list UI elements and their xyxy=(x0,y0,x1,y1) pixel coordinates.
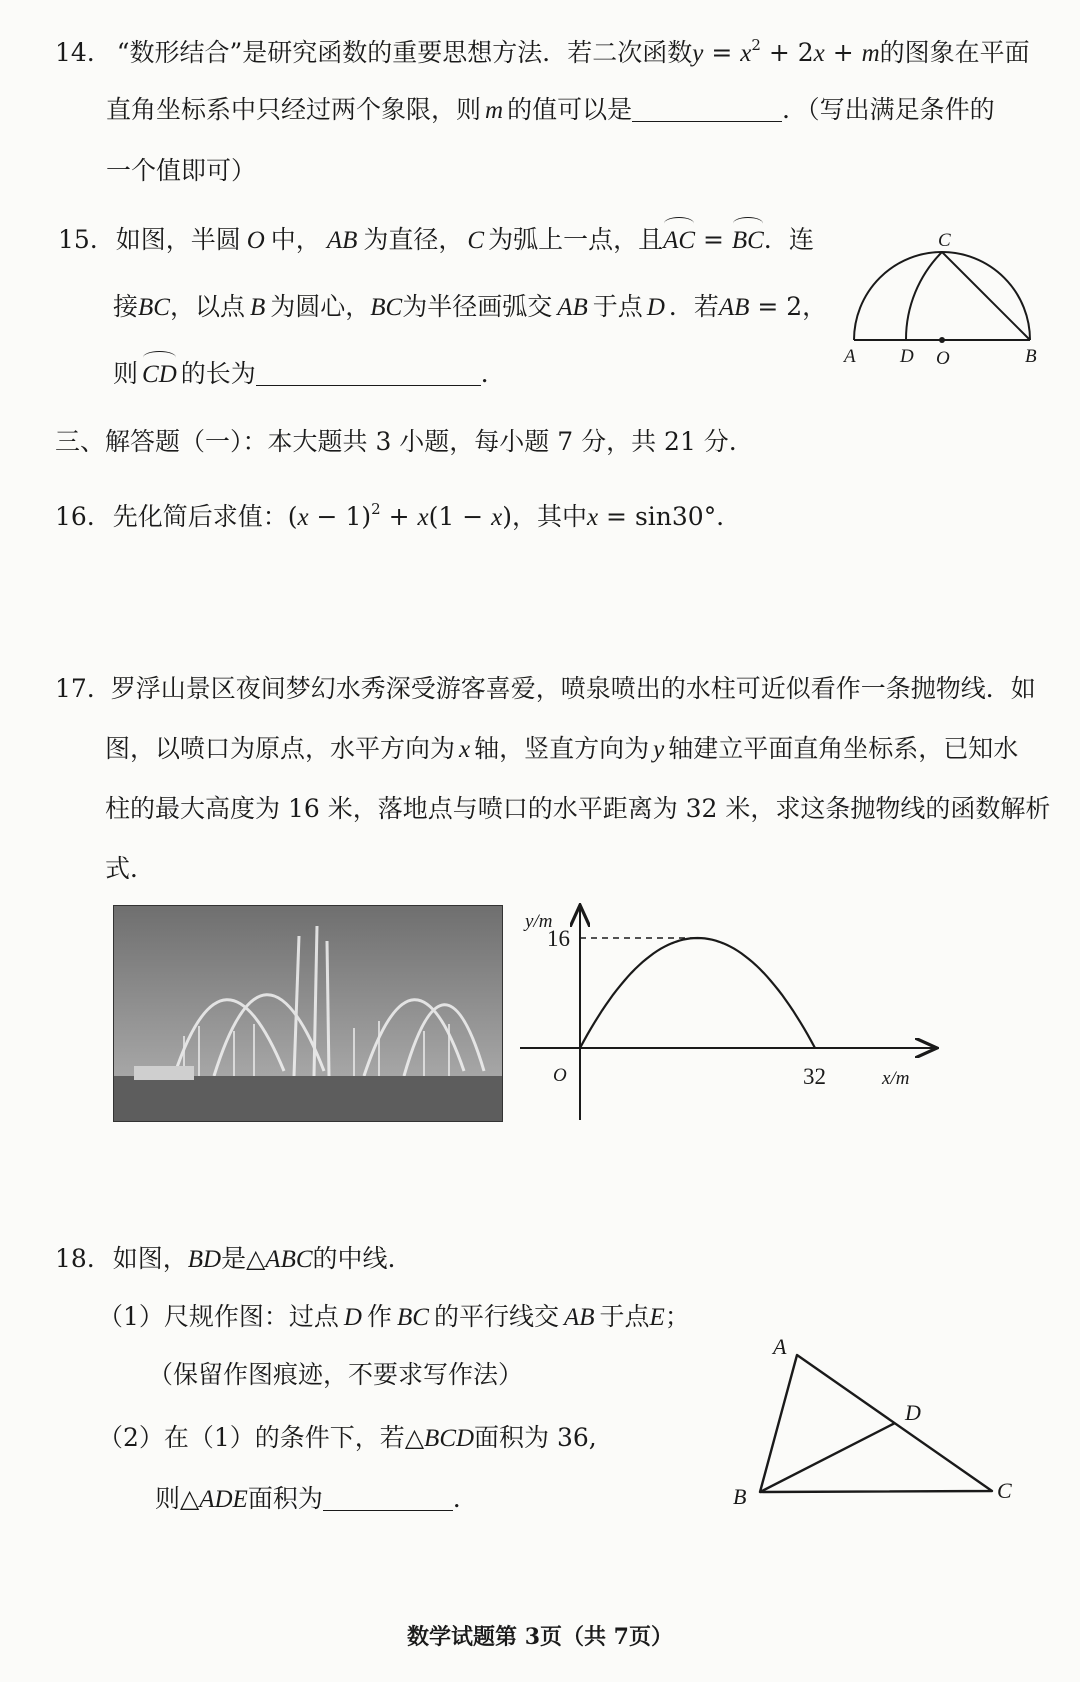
q15-l2-d: 为半径画弧交 xyxy=(402,292,553,321)
q18-l1-c: 的中线. xyxy=(312,1244,396,1273)
q15-l1-O: O xyxy=(246,227,265,254)
fig18-label-B: B xyxy=(733,1484,747,1509)
q17-l2-a: 图，以喷口为原点，水平方向为 xyxy=(105,734,456,763)
fig15-label-O: O xyxy=(936,348,950,369)
q14-line2-a: 直角坐标系中只经过两个象限，则 xyxy=(106,95,482,124)
q16-x4: x xyxy=(587,504,599,531)
q16-b: ，其中 xyxy=(511,502,587,531)
q15-l2-b: ，以点 xyxy=(169,292,245,321)
q16-expr4: (1 − xyxy=(428,502,492,531)
arc-CD xyxy=(906,252,942,340)
fig18-label-A: A xyxy=(773,1334,787,1359)
q18-p1-a: （1）尺规作图：过点 xyxy=(98,1302,339,1331)
q18-answer-blank[interactable] xyxy=(323,1486,453,1511)
x-tick-32: 32 xyxy=(803,1064,826,1089)
q14-func-m: m xyxy=(861,40,880,67)
q15-l2-e: 于点 xyxy=(592,292,643,321)
origin-label: O xyxy=(553,1065,567,1086)
parabola-chart xyxy=(520,895,960,1125)
x-axis-label: x/m xyxy=(882,1068,910,1089)
q15-line2 xyxy=(113,290,827,325)
q16-expr1: ( xyxy=(287,502,298,531)
q15-l2-c: 为圆心， xyxy=(270,292,371,321)
q15-l2-D: D xyxy=(646,294,665,321)
q18-p2-a: （2）在（1）的条件下，若△ xyxy=(98,1423,425,1452)
chord-BC xyxy=(942,252,1030,340)
q18-p1-AB: AB xyxy=(563,1304,595,1331)
q16-line xyxy=(55,492,741,535)
q14-line3: 一个值即可） xyxy=(106,156,257,185)
q17-line3: 柱的最大高度为 16 米，落地点与喷口的水平距离为 32 米，求这条抛物线的函数解析 xyxy=(105,794,1051,823)
q15-l2-g: = 2， xyxy=(749,292,828,321)
q14-line2-c: ．（写出满足条件的 xyxy=(782,95,995,124)
q15-l2-a: 接 xyxy=(113,292,139,321)
q18-p2-c: 则△ xyxy=(155,1484,200,1513)
q16-x3: x xyxy=(491,504,503,531)
q15-number: 15. xyxy=(58,225,98,254)
q14-answer-blank[interactable] xyxy=(632,97,782,122)
q18-p1-c: 的平行线交 xyxy=(433,1302,559,1331)
q16-expr2: − 1) xyxy=(308,502,372,531)
page-footer: 数学试题第 3页（共 7页） xyxy=(407,1624,673,1650)
q18-part1 xyxy=(98,1300,690,1335)
q17-l2-x: x xyxy=(459,736,471,763)
q18-p2-d: 面积为 xyxy=(247,1484,323,1513)
median-BD xyxy=(760,1423,895,1492)
q18-l1-b: 是△ xyxy=(221,1244,266,1273)
parabola-curve xyxy=(580,938,815,1048)
q15-l1-AB: AB xyxy=(326,227,358,254)
q18-part2-line2 xyxy=(155,1482,478,1517)
q18-triangle-figure xyxy=(725,1334,1025,1515)
q14-func-sup: 2 xyxy=(751,36,761,54)
q15-semicircle-figure xyxy=(840,230,1040,370)
q15-l1-d: 为弧上一点，且 xyxy=(488,225,664,254)
q17-l2-b: 轴，竖直方向为 xyxy=(474,734,650,763)
q14-text-end: 的图象在平面 xyxy=(879,38,1030,67)
q14-line2-b: 的值可以是 xyxy=(507,95,633,124)
triangle-ABC xyxy=(760,1355,992,1492)
semicircle-arc xyxy=(854,252,1030,340)
q14-func-eq: = xyxy=(703,38,741,67)
q17-l2-y: y xyxy=(653,736,665,763)
q15-l1-b: 中， xyxy=(270,225,321,254)
y-tick-16: 16 xyxy=(547,926,570,951)
q15-l2-AB: AB xyxy=(557,294,588,321)
q16-sup: 2 xyxy=(371,500,381,518)
fig15-label-C: C xyxy=(938,230,951,251)
q18-p1-d: 于点 xyxy=(599,1302,650,1331)
q17-l1: 罗浮山景区夜间梦幻水秀深受游客喜爱，喷泉喷出的水柱可近似看作一条抛物线．如 xyxy=(110,674,1036,703)
q14-func-y: y xyxy=(692,40,704,67)
q15-l2-BC2: BC xyxy=(370,294,403,321)
q15-l2-B: B xyxy=(249,294,266,321)
q18-part2 xyxy=(98,1421,597,1456)
q17-l2-c: 轴建立平面直角坐标系，已知水 xyxy=(668,734,1019,763)
q17-number: 17. xyxy=(55,674,95,703)
fig15-label-A: A xyxy=(844,346,856,367)
q18-p1-b: 作 xyxy=(366,1302,392,1331)
q17-line1 xyxy=(55,672,1036,706)
q15-l2-BC: BC xyxy=(138,294,170,321)
q15-l3-b: 的长为 xyxy=(180,359,256,388)
q17-line4: 式． xyxy=(105,854,156,883)
q16-expr5: ) xyxy=(502,502,512,531)
q16-expr3: + xyxy=(380,502,418,531)
q15-l1-e: ．连 xyxy=(763,225,814,254)
q18-number: 18. xyxy=(55,1244,95,1273)
q18-p2-b: 面积为 36, xyxy=(474,1423,597,1452)
q15-arc-BC: BC xyxy=(732,224,764,258)
q15-arc-AC: AC xyxy=(663,224,695,258)
q18-l1-BD: BD xyxy=(187,1246,222,1273)
y-axis-label: y/m xyxy=(525,911,553,932)
q16-x2: x xyxy=(417,504,429,531)
q15-l2-f: ．若 xyxy=(668,292,719,321)
fig15-label-B: B xyxy=(1025,346,1037,367)
q14-line1 xyxy=(55,28,1030,71)
q16-a: 先化简后求值： xyxy=(112,502,288,531)
q18-p2-BCD: BCD xyxy=(424,1425,475,1452)
fig18-label-C: C xyxy=(997,1478,1012,1503)
q16-x1: x xyxy=(297,504,309,531)
q15-arc-CD: CD xyxy=(142,358,177,392)
q15-l1-C: C xyxy=(467,227,485,254)
q14-text: “数形结合”是研究函数的重要思想方法．若二次函数 xyxy=(116,38,693,67)
q14-func-plus: + xyxy=(824,38,862,67)
q15-line1 xyxy=(58,223,814,258)
q18-l1-ABC: ABC xyxy=(265,1246,313,1273)
q18-p2-ADE: ADE xyxy=(199,1486,248,1513)
q18-p1-e: ； xyxy=(664,1302,690,1331)
fountain-photo xyxy=(113,905,503,1122)
q14-func-x2: x xyxy=(813,40,825,67)
q15-l3-c: ． xyxy=(480,359,506,388)
q18-part1-note: （保留作图痕迹，不要求写作法） xyxy=(148,1360,524,1389)
q15-l1-c: 为直径， xyxy=(363,225,464,254)
q15-l3-a: 则 xyxy=(113,359,139,388)
q14-func-mid: + 2 xyxy=(760,38,814,67)
q15-line3 xyxy=(113,357,506,392)
fig18-label-D: D xyxy=(905,1400,921,1425)
q18-p1-E: E xyxy=(649,1304,665,1331)
q15-l1-a: 如图，半圆 xyxy=(115,225,241,254)
q18-l1-a: 如图， xyxy=(112,1244,188,1273)
q15-l1-eq: = xyxy=(695,225,732,254)
q14-line2 xyxy=(106,93,995,128)
q15-answer-blank[interactable] xyxy=(256,361,481,386)
q17-line2 xyxy=(105,732,1018,767)
q18-line1 xyxy=(55,1242,395,1277)
section3-heading: 三、解答题（一）：本大题共 3 小题，每小题 7 分，共 21 分. xyxy=(55,427,737,456)
q18-p2-e: ． xyxy=(452,1484,478,1513)
q14-func-x: x xyxy=(740,40,752,67)
q18-p1-D: D xyxy=(343,1304,362,1331)
q18-p1-BC: BC xyxy=(397,1304,429,1331)
q14-number: 14. xyxy=(55,38,95,67)
q16-c: = sin30°． xyxy=(598,502,742,531)
q16-number: 16. xyxy=(55,502,95,531)
q14-line2-m: m xyxy=(485,97,504,124)
center-O-dot xyxy=(939,337,945,343)
q15-l2-AB2: AB xyxy=(718,294,750,321)
fig15-label-D: D xyxy=(900,346,914,367)
